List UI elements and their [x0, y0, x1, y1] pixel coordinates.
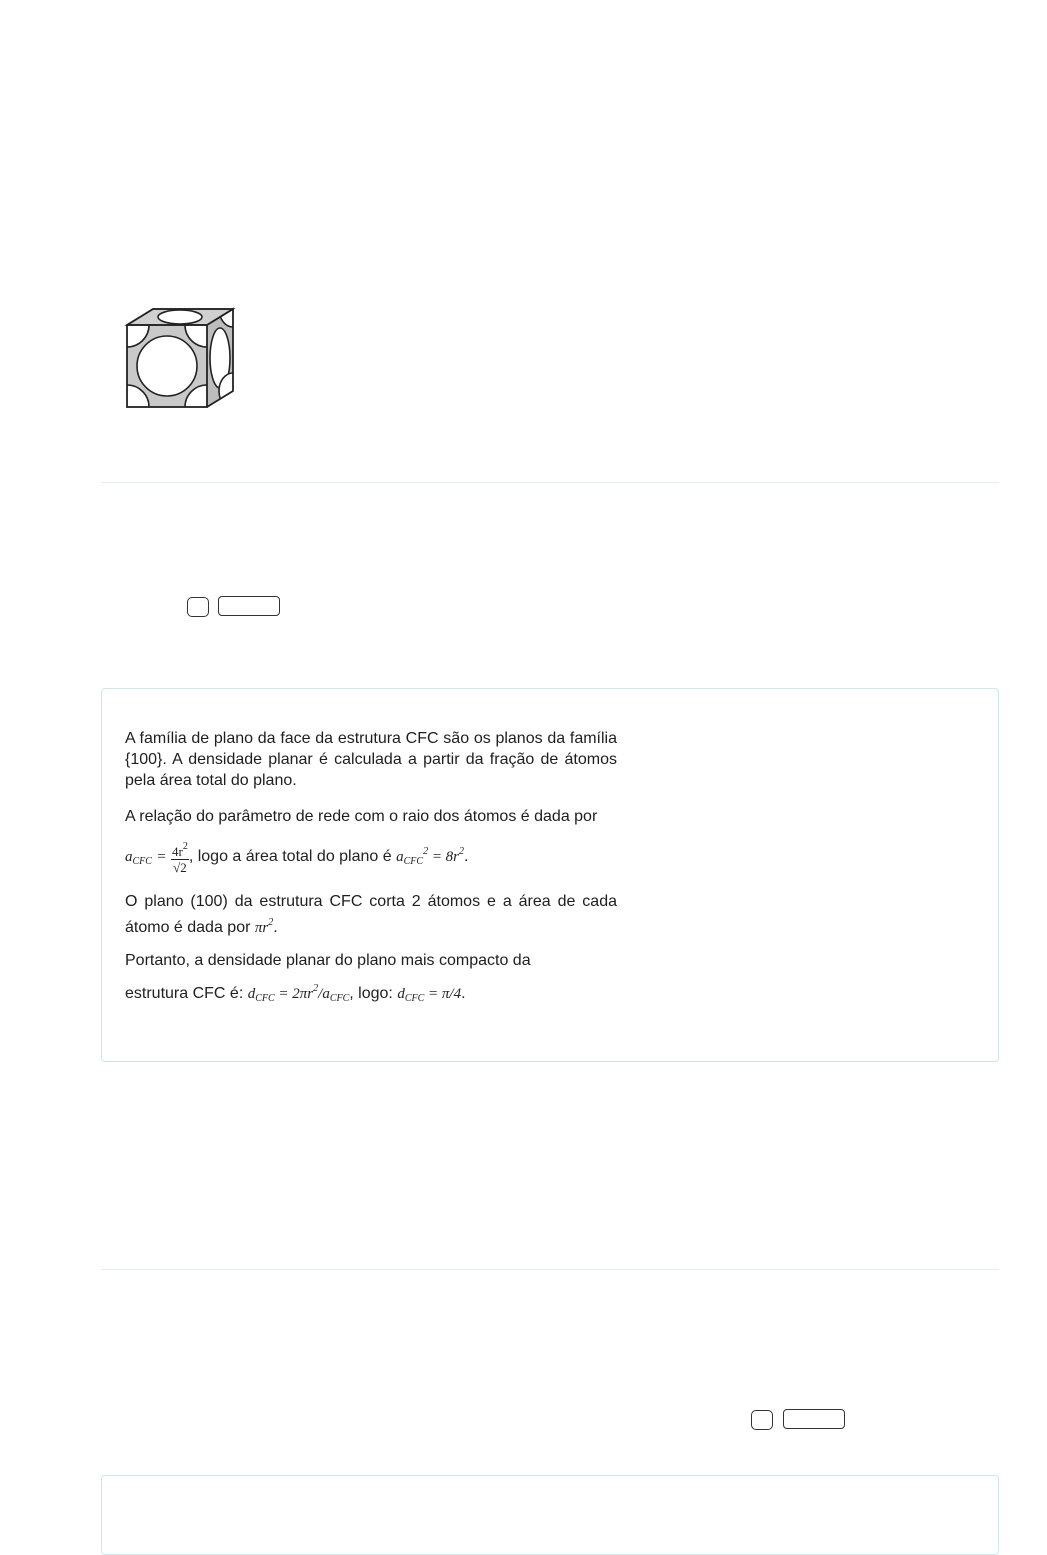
solution-paragraph-1: A família de plano da face da estrutura CFC são os planos da família {100}. A densidade planar é calculada a partir da fração de átomos pela área total do plano. — [125, 730, 617, 789]
formula-a-cfc: $a_{CFC}$ — [125, 849, 152, 867]
solution-paragraph-2: A relação do parâmetro de rede com o raio dos átomos é dada por — [125, 808, 598, 825]
formula-d-cfc: $d_{CFC} = 2\pi r^2/a_{CFC}$ — [247, 983, 350, 1004]
solution-paragraph-3: O plano (100) da estrutura CFC corta 2 átomos e a área de cada átomo é dada por $\pi r^2$. — [125, 893, 617, 936]
section-divider — [101, 1269, 999, 1270]
formula-result: $d_{CFC} = \pi/4$ — [397, 986, 462, 1004]
checkbox[interactable] — [751, 1410, 773, 1430]
checkbox[interactable] — [187, 597, 209, 617]
formula-fraction: $\frac{4r^2}{√2}$ — [171, 840, 188, 875]
section-divider — [101, 482, 999, 483]
fcc-unit-cell-image — [122, 305, 238, 413]
lattice-relation-line: $a_{CFC}$ = $\frac{4r^2}{√2}$ , logo a área total do plano é $a_{CFC}^2 = 8r^2$. — [125, 840, 469, 875]
answer-pill-button[interactable] — [783, 1409, 845, 1429]
planar-density-line: estrutura CFC é: $d_{CFC} = 2\pi r^2/a_{CFC}$, logo: $d_{CFC} = \pi/4$. — [125, 983, 466, 1004]
solution-card — [101, 1475, 999, 1555]
answer-pill-button[interactable] — [218, 596, 280, 616]
solution-paragraph-4: Portanto, a densidade planar do plano mais compacto da — [125, 952, 531, 969]
formula-area: $a_{CFC}^2 = 8r^2$ — [396, 846, 465, 867]
